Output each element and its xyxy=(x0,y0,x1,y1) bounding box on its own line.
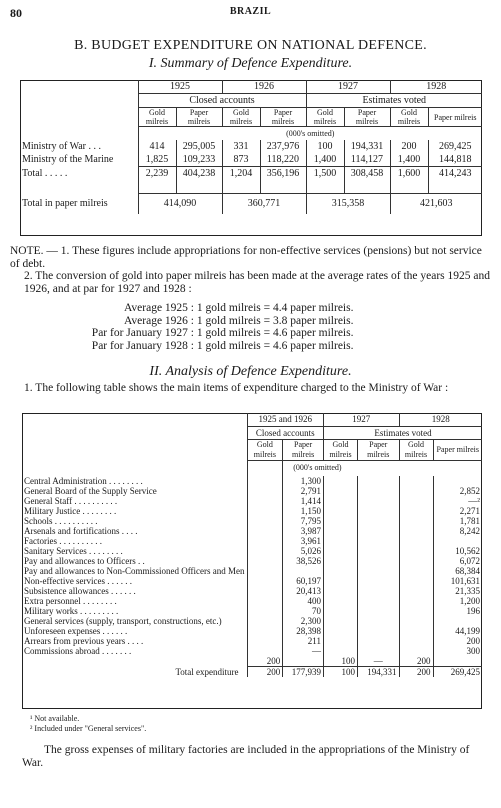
row-label: Commissions abroad . . . . . . . xyxy=(24,646,132,656)
table-row: Ministry of the Marine 1,825 109,233 873 118,220 1,400 114,127 1,400 144,818 xyxy=(20,153,482,167)
conversion-line: Par for January 1928 : 1 gold milreis = 4.6 paper milreis. xyxy=(91,339,354,352)
row-label: Unforeseen expenses . . . . . . xyxy=(24,626,128,636)
year-header: 1928 xyxy=(399,413,482,426)
row-label: Pay and allowances to Officers . . xyxy=(24,556,145,566)
year-header: 1925 and 1926 xyxy=(247,413,323,426)
gold-1925-value: 200 xyxy=(247,656,283,667)
paper-1928-value: 1,200 xyxy=(433,596,482,606)
year-header: 1925 xyxy=(138,80,222,94)
analysis-rows xyxy=(22,476,482,656)
paper-1928-value: 2,852 xyxy=(433,486,482,496)
paper-1925-value: 400 xyxy=(283,596,324,606)
closing-paragraph: The gross expenses of military factories are included in the appropriations of the Ministry of War. xyxy=(22,744,470,769)
paper-1925-value: 1,414 xyxy=(283,496,324,506)
note-2: 2. The conversion of gold into paper milreis has been made at the average rates of the years 1925 and 1926, and at par for 1927 and 1928 : xyxy=(24,270,491,295)
col-paper: Paper milreis xyxy=(344,108,390,127)
year-header: 1927 xyxy=(306,80,390,94)
col-paper: Paper milreis xyxy=(176,108,222,127)
paper-1928-value xyxy=(433,616,482,626)
table-row xyxy=(22,516,482,526)
paper-1928-value: 68,384 xyxy=(433,566,482,576)
table-row xyxy=(22,506,482,516)
row-label: General Staff . . . . . . . . . . xyxy=(24,496,118,506)
intro-text: 1. The following table shows the main items of expenditure charged to the Ministry of War : xyxy=(24,382,449,394)
conversion-list xyxy=(48,302,353,352)
paper-1925-value: 2,300 xyxy=(283,616,324,626)
paper-1925-value: 70 xyxy=(283,606,324,616)
table-row xyxy=(22,646,482,656)
paper-1925-value: 5,026 xyxy=(283,546,324,556)
paper-1925-value: 28,398 xyxy=(283,626,324,636)
row-label: Non-effective services . . . . . . xyxy=(24,576,133,586)
omitted-note: (000's omitted) xyxy=(138,127,482,141)
row-label: Extra personnel . . . . . . . . xyxy=(24,596,117,606)
section-1-title: I. Summary of Defence Expenditure. xyxy=(148,56,353,71)
analysis-table: 1925 and 1926 1927 1928 Closed accounts Estimates voted Gold milreis Paper milreis Gold milreis Paper milreis Gold milreis Paper milreis (000's omitted) Central Administration . . . . . . . . 1,300 General Board of the Supply Service 2,791 2,852 General Staff . . . . . . . . . . 1,414 —² Military Justice . . . . . . . . 1,150 2,271 Schools . . . . . . . . . . 7,795 1,781 Arsenals and fortifications . . . . 3,987 8,242 Factories . . . . . . . . . . 3,961 Sanitary Services . . . . . . . . 5,026 10,562 Pay and allowances to Officers . . 38,526 6,072 Pay and allowances to Non-Commissioned Officers and Men 68,384 Non-effective services . . . . . . 60,197 101,631 Subsistence allowances . . . . . . 20,413 21,335 Extra personnel . . . . . . . . 400 1,200 Military works . . . . . . . . . 70 196 General services (supply, transport, constructions, etc.) 2,300 Unforeseen expenses . . . . . . 28,398 44,199 Arrears from previous years . . . . 211 200 Commissions abroad . . . . . . . — 300 200 100 — 200 Total expenditure 200 177,939 100 194,331 200 269,425 xyxy=(24,414,480,677)
paper-1928-value: 101,631 xyxy=(433,576,482,586)
paper-1928-value: 44,199 xyxy=(433,626,482,636)
row-label: Arsenals and fortifications . . . . xyxy=(24,526,138,536)
table-row xyxy=(22,596,482,606)
table-row xyxy=(22,526,482,536)
footnote: ² Included under "General services". xyxy=(30,724,147,733)
year-header: 1927 xyxy=(323,413,399,426)
year-header: 1928 xyxy=(390,80,482,94)
paper-1928-value xyxy=(433,476,482,486)
paper-1928-value: 196 xyxy=(433,606,482,616)
paper-1928-value: 21,335 xyxy=(433,586,482,596)
col-paper: Paper milreis xyxy=(260,108,306,127)
row-label: Subsistence allowances . . . . . . xyxy=(24,586,136,596)
col-gold: Gold milreis xyxy=(222,108,260,127)
row-label: General Board of the Supply Service xyxy=(24,486,157,496)
table-row xyxy=(22,476,482,486)
estimates-header: Estimates voted xyxy=(323,426,482,439)
table-row xyxy=(22,636,482,646)
total-row: Total expenditure 200 177,939 100 194,331 200 269,425 xyxy=(175,666,480,677)
col-gold: Gold milreis xyxy=(390,108,428,127)
footnote: ¹ Not available. xyxy=(30,714,80,723)
table-row xyxy=(22,586,482,596)
col-gold: Gold milreis xyxy=(138,108,176,127)
page-number: 80 xyxy=(10,6,22,20)
table-row xyxy=(22,616,482,626)
note-1: NOTE. — 1. These figures include appropriations for non-effective services (pensions) but not service of debt. xyxy=(10,245,482,270)
row-label: General services (supply, transport, constructions, etc.) xyxy=(24,616,222,626)
table-row: Total . . . . . 2,239 404,238 1,204 356,196 1,500 308,458 1,600 414,243 xyxy=(20,167,482,181)
paper-1925-value xyxy=(283,566,324,576)
conversion-line: Average 1926 : 1 gold milreis = 3.8 paper milreis. xyxy=(123,314,354,327)
footnotes xyxy=(30,714,146,734)
running-title: BRAZIL xyxy=(229,6,272,17)
paper-1925-value: 7,795 xyxy=(283,516,324,526)
table-row xyxy=(22,546,482,556)
row-label: Central Administration . . . . . . . . xyxy=(24,476,143,486)
table-row xyxy=(22,626,482,636)
table-row xyxy=(22,536,482,546)
paper-1928-value: —² xyxy=(433,496,482,506)
table-row xyxy=(22,606,482,616)
paper-1925-value: 211 xyxy=(283,636,324,646)
paper-1925-value: 1,150 xyxy=(283,506,324,516)
table-row xyxy=(22,496,482,506)
paper-1928-value: 2,271 xyxy=(433,506,482,516)
paper-1928-value: 10,562 xyxy=(433,546,482,556)
paper-1925-value: 60,197 xyxy=(283,576,324,586)
col-gold: Gold milreis xyxy=(247,439,283,460)
table-row: Ministry of War . . . 414 295,005 331 237,976 100 194,331 200 269,425 xyxy=(20,140,482,153)
table-row xyxy=(22,576,482,586)
year-header: 1926 xyxy=(222,80,306,94)
page-header xyxy=(10,6,491,22)
closed-accounts-header: Closed accounts xyxy=(247,426,323,439)
col-gold: Gold milreis xyxy=(323,439,357,460)
conversion-line: Par for January 1927 : 1 gold milreis = 4.6 paper milreis. xyxy=(91,327,354,339)
table-row xyxy=(22,556,482,566)
closed-accounts-header: Closed accounts xyxy=(138,94,306,108)
omitted-note: (000's omitted) xyxy=(283,460,482,476)
row-label: Military works . . . . . . . . . xyxy=(24,606,119,616)
row-label: Sanitary Services . . . . . . . . xyxy=(24,546,123,556)
paper-1925-value: — xyxy=(283,646,324,656)
paper-1925-value: 3,961 xyxy=(283,536,324,546)
table-row xyxy=(22,486,482,496)
paper-1928-value: 300 xyxy=(433,646,482,656)
row-label: Schools . . . . . . . . . . xyxy=(24,516,98,526)
paper-1925-value: 38,526 xyxy=(283,556,324,566)
paper-total-row: Total in paper milreis 414,090 360,771 315,358 421,603 xyxy=(20,194,482,214)
section-2-title: II. Analysis of Defence Expenditure. xyxy=(149,364,352,379)
col-gold: Gold milreis xyxy=(399,439,433,460)
col-paper: Paper milreis xyxy=(357,439,399,460)
table-row xyxy=(22,566,482,576)
paper-1928-value: 8,242 xyxy=(433,526,482,536)
col-paper: Paper milreis xyxy=(433,439,482,460)
paper-1925-value: 2,791 xyxy=(283,486,324,496)
row-label: Factories . . . . . . . . . . xyxy=(24,536,102,546)
conversion-line: Average 1925 : 1 gold milreis = 4.4 paper milreis. xyxy=(123,302,354,314)
estimates-header: Estimates voted xyxy=(306,94,482,108)
col-paper: Paper milreis xyxy=(428,108,482,127)
paper-1925-value: 20,413 xyxy=(283,586,324,596)
col-gold: Gold milreis xyxy=(306,108,344,127)
paper-1928-value: 200 xyxy=(433,636,482,646)
row-label: Military Justice . . . . . . . . xyxy=(24,506,117,516)
paper-1925-value: 3,987 xyxy=(283,526,324,536)
row-label: Arrears from previous years . . . . xyxy=(24,636,144,646)
notes xyxy=(10,245,490,295)
paper-1925-value: 1,300 xyxy=(283,476,324,486)
paper-1928-value: 6,072 xyxy=(433,556,482,566)
section-b-title: B. BUDGET EXPENDITURE ON NATIONAL DEFENCE. xyxy=(74,38,427,53)
paper-1928-value: 1,781 xyxy=(433,516,482,526)
col-paper: Paper milreis xyxy=(283,439,324,460)
summary-table xyxy=(20,80,482,214)
paper-1928-value xyxy=(433,536,482,546)
row-label: Pay and allowances to Non-Commissioned Officers and Men xyxy=(24,566,245,576)
